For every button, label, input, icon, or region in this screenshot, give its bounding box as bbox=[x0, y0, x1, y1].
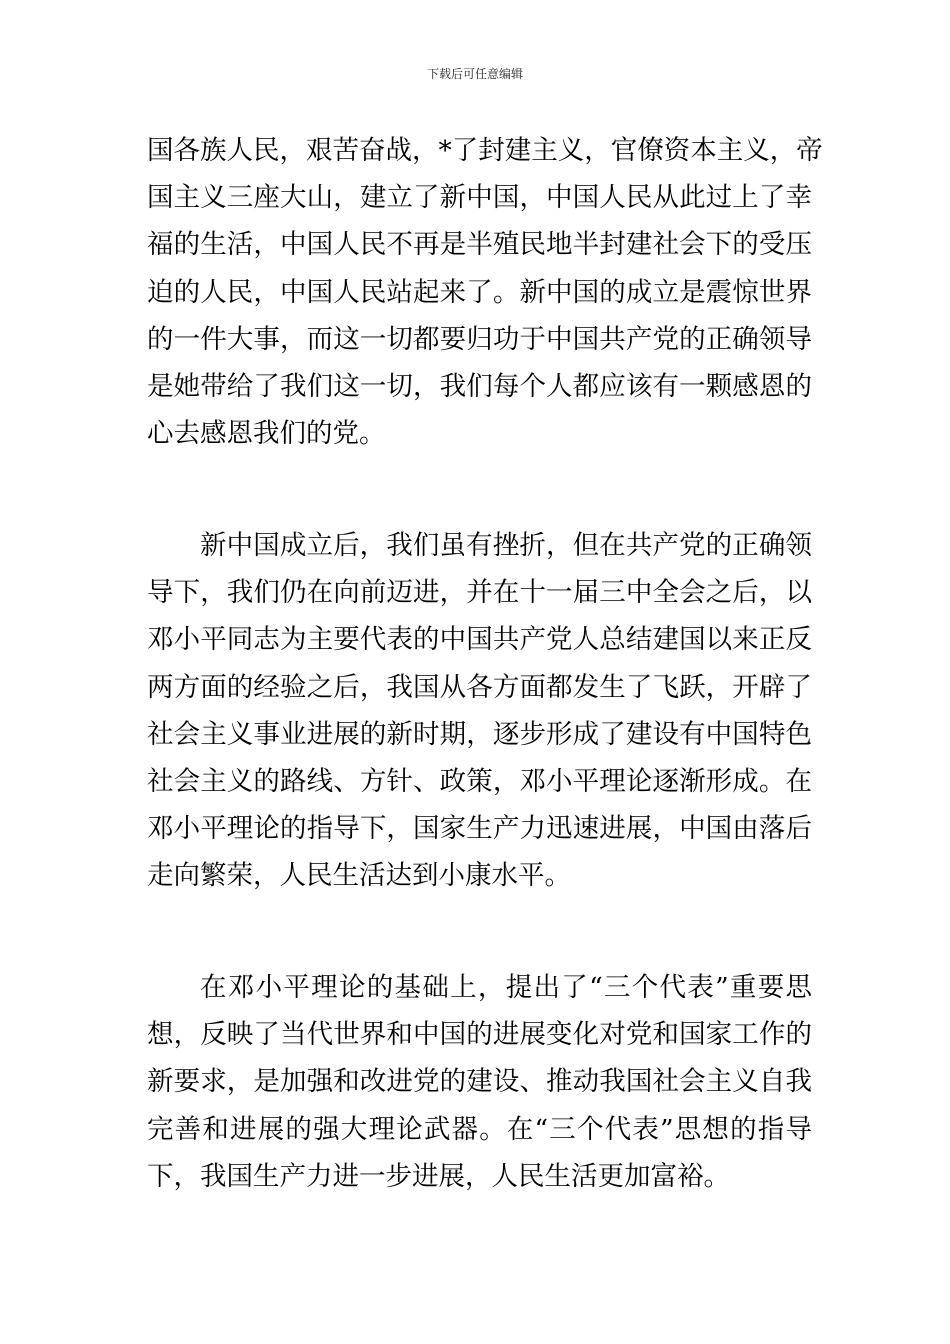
text-line: 完善和进展的强大理论武器。在“三个代表”思想的指导 bbox=[147, 1113, 812, 1145]
text-line: 想，反映了当代世界和中国的进展变化对党和国家工作的 bbox=[147, 1019, 812, 1051]
text-line: 心去感恩我们的党。 bbox=[147, 418, 386, 450]
text-line: 走向繁荣，人民生活达到小康水平。 bbox=[147, 860, 571, 892]
text-line: 国主义三座大山，建立了新中国，中国人民从此过上了幸 bbox=[147, 182, 812, 214]
text-line: 两方面的经验之后，我国从各方面都发生了飞跃，开辟了 bbox=[147, 671, 812, 703]
text-line: 新要求，是加强和改进党的建设、推动我国社会主义自我 bbox=[147, 1066, 812, 1098]
text-line: 社会主义事业进展的新时期，逐步形成了建设有中国特色 bbox=[147, 718, 812, 750]
text-line: 导下，我们仍在向前迈进，并在十一届三中全会之后，以 bbox=[147, 577, 812, 609]
paragraph-2 bbox=[147, 522, 812, 900]
text-line: 国各族人民，艰苦奋战，*了封建主义，官僚资本主义，帝 bbox=[147, 135, 823, 166]
text-line: 迫的人民，中国人民站起来了。新中国的成立是震惊世界 bbox=[147, 276, 812, 308]
text-line: 下，我国生产力进一步进展，人民生活更加富裕。 bbox=[147, 1160, 730, 1192]
text-line: 福的生活，中国人民不再是半殖民地半封建社会下的受压 bbox=[147, 229, 812, 261]
text-line: 新中国成立后，我们虽有挫折，但在共产党的正确领 bbox=[200, 530, 812, 561]
page-header-note: 下载后可任意编辑 bbox=[426, 67, 523, 81]
text-line: 邓小平理论的指导下，国家生产力迅速进展，中国由落后 bbox=[147, 813, 812, 845]
paragraph-3 bbox=[147, 964, 812, 1200]
paragraph-1 bbox=[147, 127, 823, 457]
text-line: 社会主义的路线、方针、政策，邓小平理论逐渐形成。在 bbox=[147, 766, 812, 798]
text-line: 是她带给了我们这一切，我们每个人都应该有一颗感恩的 bbox=[147, 371, 812, 403]
text-line: 邓小平同志为主要代表的中国共产党人总结建国以来正反 bbox=[147, 624, 812, 656]
text-line: 在邓小平理论的基础上，提出了“三个代表”重要思 bbox=[200, 972, 812, 1003]
text-line: 的一件大事，而这一切都要归功于中国共产党的正确领导 bbox=[147, 323, 812, 355]
